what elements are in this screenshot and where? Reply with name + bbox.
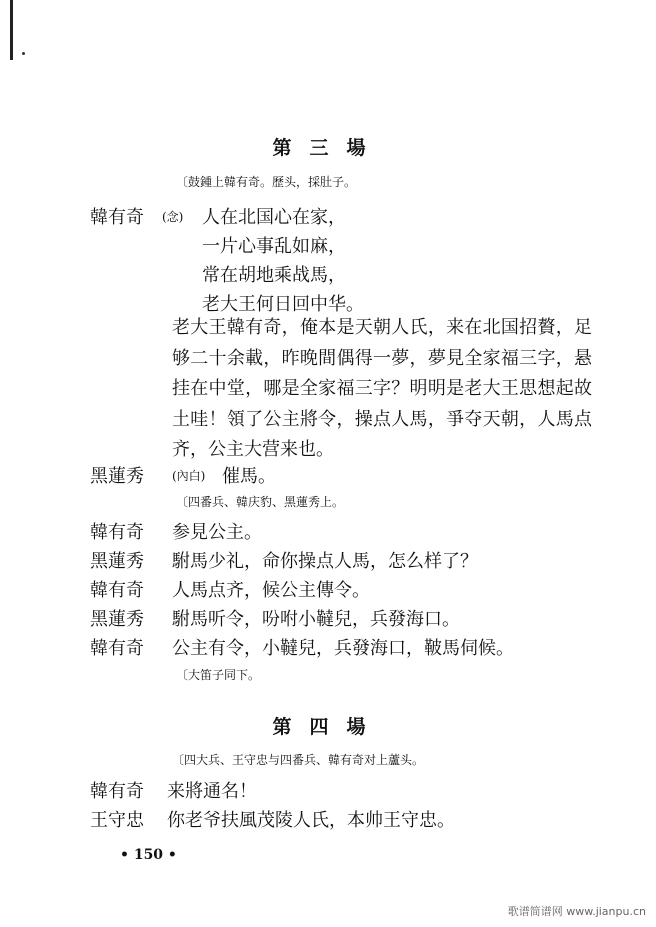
scene-4-han-line: 来將通名！ [167,781,257,802]
scan-edge-mark [10,0,13,60]
site-watermark: 歌谱简谱网 www.jianpu.cn [507,905,646,918]
han-line-4: 公主有令，小韃兒，兵發海口，鞁馬伺候。 [172,638,514,659]
speaker-han-youqi: 韓有奇 [90,522,144,543]
hei-line-2: 駙馬少礼，命你操点人馬，怎么样了？ [172,551,478,572]
scene-4-title: 第四場 [272,716,384,738]
poem-line-2: 一片心事乱如麻， [202,236,346,257]
han-line-2: 参見公主。 [172,522,262,543]
hei-line-3: 駙馬听令，吩咐小韃兒，兵發海口。 [172,609,460,630]
speaker-hei-lianxiu: 黑蓮秀 [90,551,144,572]
speaker-han-youqi: 韓有奇 [90,207,144,228]
speaker-hei-lianxiu: 黑蓮秀 [90,466,144,487]
scene-3-title: 第三場 [272,137,384,159]
page-number: • 150 • [120,847,177,863]
scan-speck [22,52,25,55]
scene-3-stage-direction: 〔鼓鍾上韓有奇。歷头，採肚子。 [176,175,357,189]
poem-line-3: 常在胡地乘战馬， [202,265,346,286]
speaker-han-youqi: 韓有奇 [90,781,144,802]
han-monologue: 老大王韓有奇，俺本是天朝人氏，来在北国招贅，足够二十余載，昨晚間偶得一夢，夢見全家福三字，悬挂在中堂，哪是全家福三字？明明是老大王思想起故土哇！領了公主將令，操点人馬，爭夺天朝，人馬点齐，公主大营来也。 [172,317,592,460]
offstage-mark: (內白) [172,469,206,483]
poem-line-1: 人在北国心在家， [202,207,346,228]
han-line-3: 人馬点齐，候公主傳令。 [172,580,370,601]
hei-line-1: 催馬。 [222,466,276,487]
speaker-han-youqi: 韓有奇 [90,638,144,659]
scene-4-stage-direction: 〔四大兵、王守忠与四番兵、韓有奇对上蘆头。 [172,753,425,767]
speaker-han-youqi: 韓有奇 [90,580,144,601]
stage-direction-2: 〔四番兵、韓庆豹、黑蓮秀上。 [176,495,345,509]
speaker-wang-shouzhong: 王守忠 [90,810,144,831]
speaker-hei-lianxiu: 黑蓮秀 [90,609,144,630]
scene-4-wang-line: 你老爷扶風茂陵人氏，本帅王守忠。 [167,810,455,831]
stage-direction-3: 〔大笛子同下。 [176,668,261,682]
poem-line-4: 老大王何日回中华。 [202,294,364,315]
recite-mark: (念) [162,210,184,224]
